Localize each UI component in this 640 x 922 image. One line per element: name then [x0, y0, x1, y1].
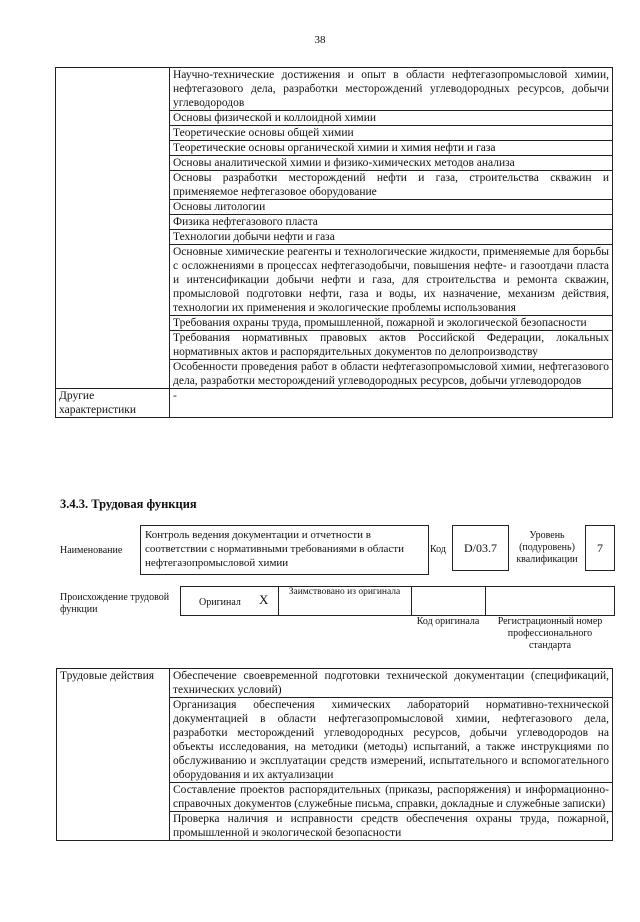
knowledge-table — [55, 67, 613, 418]
name-label: Наименование — [60, 545, 123, 556]
original-mark: X — [259, 592, 269, 607]
action-row: Проверка наличия и исправности средств обеспечения охраны труда, пожарной, промышленной и экологической безопасности — [170, 812, 613, 841]
original-cell — [181, 587, 279, 615]
other-characteristics-label: Другие характеристики — [56, 389, 170, 418]
origin-table — [180, 586, 615, 616]
knowledge-row: Теоретические основы органической химии и химия нефти и газа — [170, 141, 613, 156]
action-row: Обеспечение своевременной подготовки технической документации (спецификаций, технических условий) — [170, 669, 613, 698]
code-label: Код — [430, 544, 446, 555]
knowledge-row: Технологии добычи нефти и газа — [170, 230, 613, 245]
action-row: Составление проектов распорядительных (приказы, распоряжения) и информационно-справочных документов (служебные письма, справки, докладные и служебные записки) — [170, 783, 613, 812]
knowledge-row: Основы разработки месторождений нефти и газа, строительства скважин и применяемое нефтегазовое оборудование — [170, 171, 613, 200]
borrowed-cell — [278, 587, 412, 615]
level-box — [585, 525, 615, 571]
function-name-value: Контроль ведения документации и отчетности в соответствии с нормативными требованиями в области нефтегазопромысловой химии — [145, 529, 404, 569]
knowledge-row: Основы литологии — [170, 200, 613, 215]
page-number: 38 — [314, 34, 326, 46]
knowledge-row: Физика нефтегазового пласта — [170, 215, 613, 230]
knowledge-row: Основы аналитической химии и физико-химических методов анализа — [170, 156, 613, 171]
original-label: Оригинал — [199, 597, 241, 608]
function-name-box — [140, 525, 429, 575]
knowledge-label-cell — [56, 68, 170, 389]
level-label: Уровень (подуровень) квалификации — [516, 530, 578, 565]
actions-table — [56, 668, 613, 841]
code-box — [452, 525, 509, 571]
origin-label: Происхождение трудовой функции — [60, 592, 170, 615]
code-original-label: Код оригинала — [416, 616, 480, 627]
code-value: D/03.7 — [464, 541, 497, 555]
knowledge-row: Научно-технические достижения и опыт в области нефтегазопромысловой химии, нефтегазового дела, разработки месторождений углеводородных ресурсов, добычи углеводородов — [170, 68, 613, 111]
action-row: Организация обеспечения химических лабораторий нормативно-технической документацией в области нефтегазопромысловой химии, нефтегазового дела, разработки месторождений углеводородных ресурсов, добычи углеводородов на объекты исследования, на методики (методы) испытаний, а также инструкциями по обслуживанию и эксплуатации средств измерений, испытательного и вспомогательного оборудования и их актуализации — [170, 698, 613, 783]
reg-number-label: Регистрационный номер профессионального стандарта — [497, 616, 603, 651]
knowledge-row: Основы физической и коллоидной химии — [170, 111, 613, 126]
borrowed-label: Заимствовано из оригинала — [288, 587, 401, 597]
knowledge-row: Основные химические реагенты и технологические жидкости, применяемые для борьбы с осложнениями в процессах нефтегазодобычи, повышения нефте- и газоотдачи пласта и интенсификации добычи нефти и газа, для строительства и ремонта скважин, промысловой подготовки нефти, газа и воды, их назначение, механизм действия, технологии их применения и экологические проблемы использования — [170, 245, 613, 316]
knowledge-row: Требования нормативных правовых актов Российской Федерации, локальных нормативных актов и распорядительных документов по делопроизводству — [170, 331, 613, 360]
code-original-cell — [411, 587, 486, 615]
knowledge-row: Требования охраны труда, промышленной, пожарной и экологической безопасности — [170, 316, 613, 331]
level-value: 7 — [597, 541, 603, 555]
knowledge-row: Теоретические основы общей химии — [170, 126, 613, 141]
other-characteristics-value: - — [170, 389, 613, 418]
actions-label: Трудовые действия — [57, 669, 170, 841]
section-title: 3.4.3. Трудовая функция — [60, 497, 197, 511]
knowledge-row: Особенности проведения работ в области нефтегазопромысловой химии, нефтегазового дела, разработки месторождений углеводородных ресурсов, добычи углеводородов — [170, 360, 613, 389]
